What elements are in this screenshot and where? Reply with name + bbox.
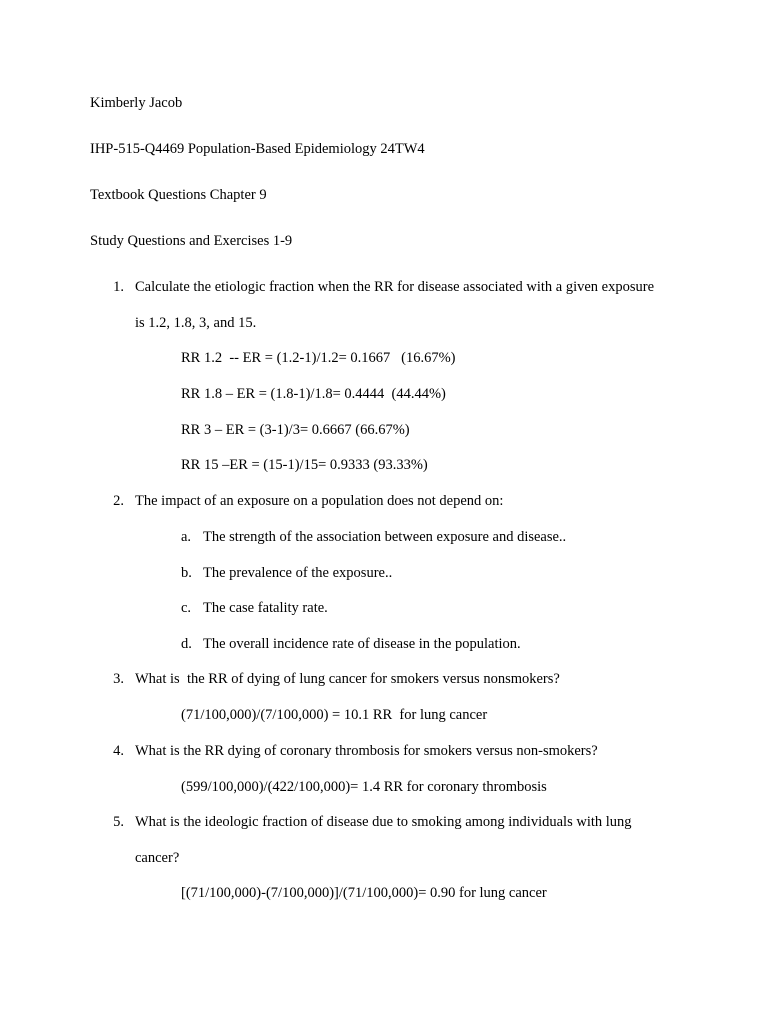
question-1-answer-4: RR 15 –ER = (15-1)/15= 0.9333 (93.33%) [181, 457, 428, 473]
assignment-title: Textbook Questions Chapter 9 [90, 187, 267, 203]
author-name: Kimberly Jacob [90, 95, 183, 111]
question-4-number: 4. [113, 743, 124, 759]
question-4-text: What is the RR dying of coronary thrombosis for smokers versus non-smokers? [135, 743, 598, 759]
question-5-answer: [(71/100,000)-(7/100,000)]/(71/100,000)= 0.90 for lung cancer [181, 885, 547, 901]
question-4-answer: (599/100,000)/(422/100,000)= 1.4 RR for coronary thrombosis [181, 779, 547, 795]
question-5-text-line1: What is the ideologic fraction of disease due to smoking among individuals with lung [135, 814, 632, 830]
question-3-number: 3. [113, 671, 124, 687]
option-d-letter: d. [181, 636, 192, 652]
option-b-letter: b. [181, 565, 192, 581]
question-1-answer-3: RR 3 – ER = (3-1)/3= 0.6667 (66.67%) [181, 422, 410, 438]
question-1-number: 1. [113, 279, 124, 295]
section-title: Study Questions and Exercises 1-9 [90, 233, 293, 249]
question-2-number: 2. [113, 493, 124, 509]
question-2-text: The impact of an exposure on a population does not depend on: [135, 493, 504, 509]
course-title: IHP-515-Q4469 Population-Based Epidemiology 24TW4 [90, 141, 425, 157]
question-5-number: 5. [113, 814, 124, 830]
question-3-text: What is the RR of dying of lung cancer for smokers versus nonsmokers? [135, 671, 560, 687]
option-a-letter: a. [181, 529, 192, 545]
option-c-text: The case fatality rate. [203, 600, 328, 616]
question-1-answer-2: RR 1.8 – ER = (1.8-1)/1.8= 0.4444 (44.44%) [181, 386, 446, 402]
question-1-text-line1: Calculate the etiologic fraction when the RR for disease associated with a given exposure [135, 279, 655, 295]
question-1-answer-1: RR 1.2 -- ER = (1.2-1)/1.2= 0.1667 (16.67%) [181, 350, 456, 366]
question-1-text-line2: is 1.2, 1.8, 3, and 15. [135, 315, 257, 331]
option-a-text: The strength of the association between exposure and disease.. [203, 529, 567, 545]
option-c-letter: c. [181, 600, 192, 616]
option-d-text: The overall incidence rate of disease in the population. [203, 636, 521, 652]
question-3-answer: (71/100,000)/(7/100,000) = 10.1 RR for lung cancer [181, 707, 488, 723]
question-5-text-line2: cancer? [135, 850, 180, 866]
option-b-text: The prevalence of the exposure.. [203, 565, 393, 581]
